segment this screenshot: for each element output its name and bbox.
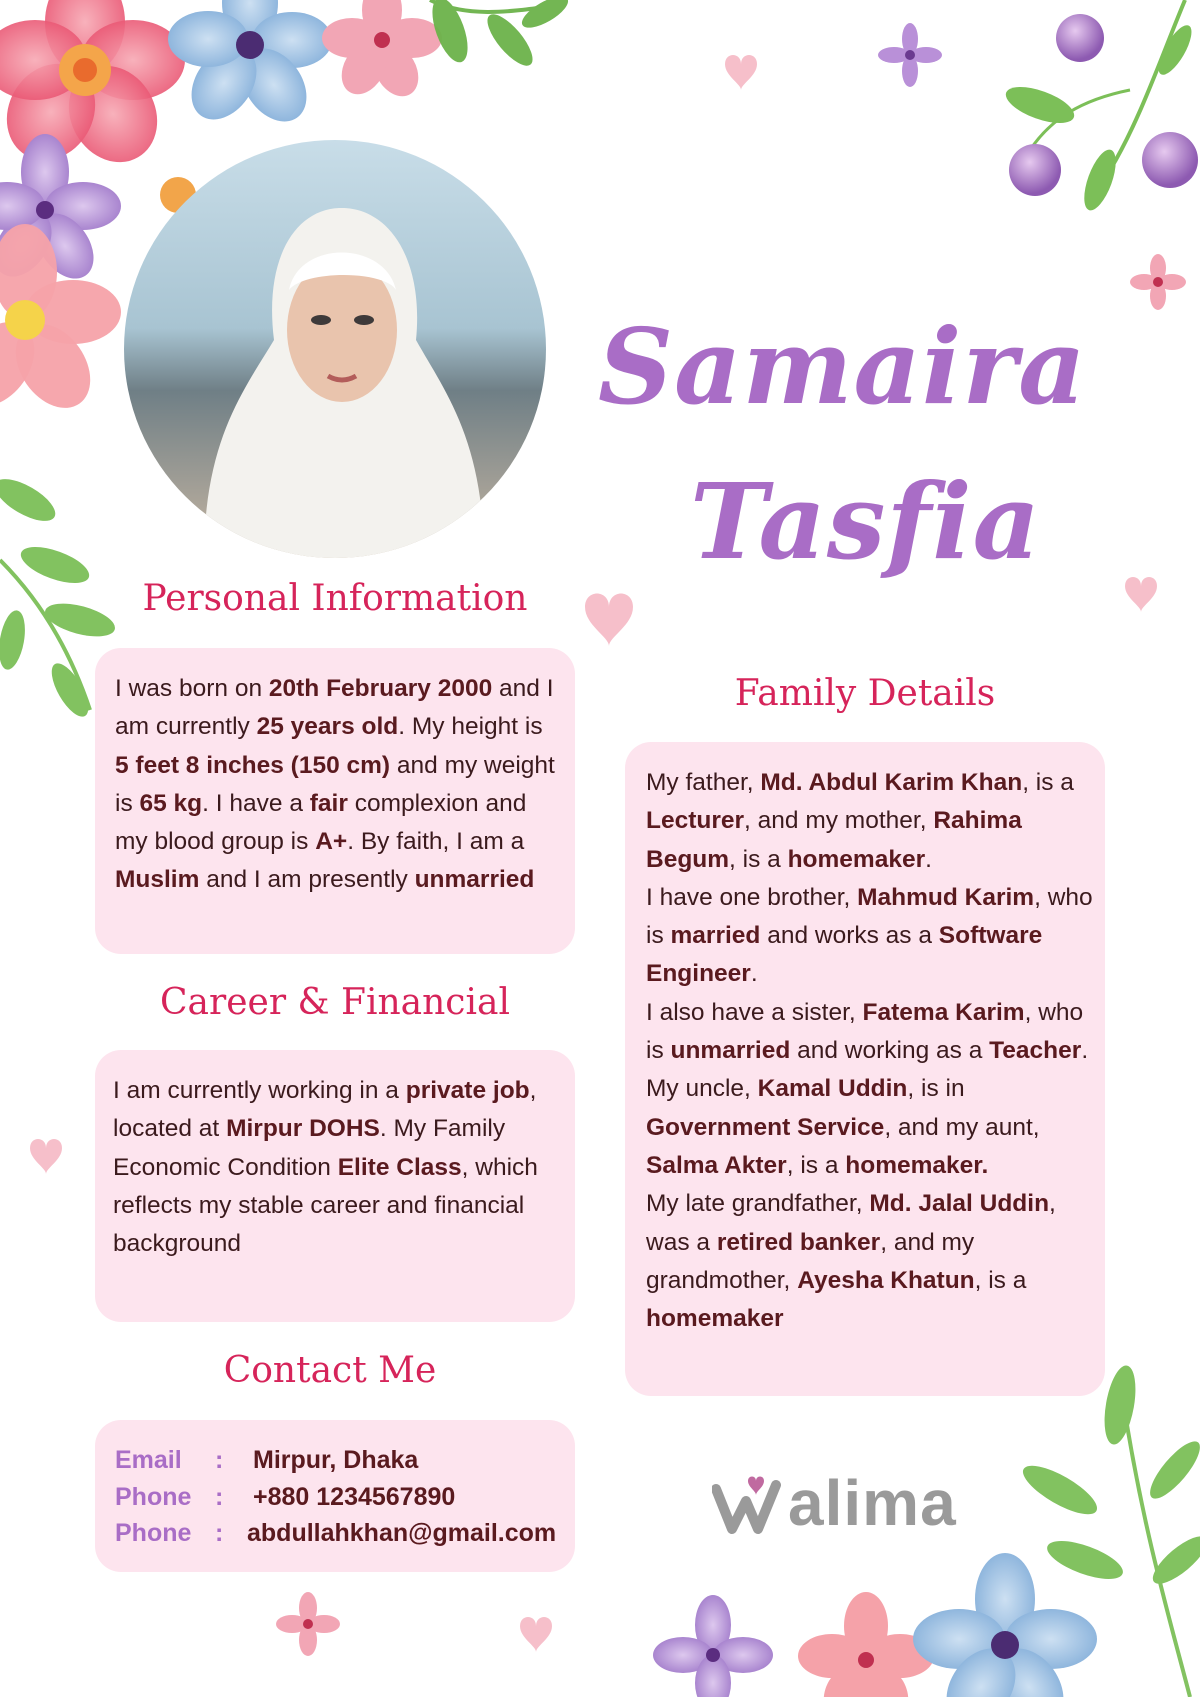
body-text: I have one brother, — [646, 883, 858, 911]
highlight-text: 5 feet 8 inches (150 cm) — [115, 751, 391, 779]
body-text: My uncle, — [646, 1075, 758, 1103]
highlight-text: Fatema Karim — [862, 998, 1025, 1026]
career-text — [113, 1072, 555, 1263]
body-text: , located at — [113, 1077, 537, 1143]
berry-branch-icon — [1001, 0, 1198, 214]
flower-icon — [798, 1592, 934, 1697]
highlight-text: homemaker — [646, 1305, 784, 1333]
highlight-text: Lecturer — [646, 807, 745, 835]
highlight-text: Rahima Begum — [646, 807, 1022, 873]
contact-colon: : — [215, 1482, 224, 1511]
highlight-text: Salma Akter — [646, 1151, 787, 1179]
body-text: , is a — [729, 845, 788, 873]
highlight-text: A+ — [315, 828, 348, 856]
body-text: . By faith, I am a — [347, 828, 525, 856]
body-text: , who is — [646, 998, 1084, 1065]
body-text: and my weight is — [115, 751, 555, 817]
body-text: . My Family Economic Condition — [113, 1115, 506, 1181]
career-heading: Career & Financial — [160, 982, 510, 1023]
highlight-text: Ayesha Khatun — [797, 1266, 975, 1294]
body-text: I also have a sister, — [646, 998, 863, 1026]
highlight-text: Muslim — [115, 866, 200, 894]
body-text: . — [1081, 1037, 1089, 1065]
contact-value: abdullahkhan@gmail.com — [247, 1519, 557, 1547]
body-text: , and my grandmother, — [646, 1228, 975, 1294]
highlight-text: Kamal Uddin — [757, 1075, 908, 1103]
body-text: , is a — [974, 1266, 1027, 1294]
contact-colon: : — [215, 1519, 224, 1547]
body-text: . I have a — [202, 789, 310, 817]
flower-icon — [168, 0, 332, 134]
body-text: and I am currently — [115, 675, 554, 741]
flower-icon — [913, 1553, 1097, 1697]
profile-photo-image — [124, 140, 546, 558]
highlight-text: 20th February 2000 — [268, 675, 493, 702]
contact-row-phone — [115, 1479, 575, 1516]
body-text: . — [750, 960, 758, 988]
contact-value: Mirpur, Dhaka — [253, 1446, 419, 1474]
family-details-text — [646, 764, 1093, 1338]
body-text: I was born on — [115, 675, 269, 702]
last-name: Tasfia — [690, 460, 1042, 583]
highlight-text: Software Engineer — [646, 922, 1043, 988]
body-text: , and my aunt, — [884, 1113, 1040, 1141]
body-text: , is in — [907, 1075, 965, 1103]
contact-heading: Contact Me — [223, 1350, 437, 1391]
body-text: , is a — [786, 1151, 846, 1179]
family-details-heading: Family Details — [734, 673, 996, 714]
walima-logo — [712, 1468, 957, 1538]
body-text: and I am presently — [199, 866, 415, 894]
body-text: My father, — [646, 769, 761, 796]
flower-icon — [878, 23, 942, 87]
highlight-text: married — [670, 922, 761, 950]
body-text: My late grandfather, — [646, 1190, 870, 1218]
body-text: and works as a — [760, 922, 939, 950]
highlight-text: retired banker — [716, 1228, 881, 1256]
body-text: , and my mother, — [744, 807, 934, 835]
body-text: . My height is — [398, 713, 543, 741]
body-text: , was a — [646, 1190, 1056, 1256]
profile-photo — [124, 140, 546, 558]
body-text: I am currently working in a — [113, 1077, 406, 1104]
flower-icon — [276, 1592, 340, 1656]
contact-row-email — [115, 1442, 575, 1479]
highlight-text: Md. Jalal Uddin — [869, 1190, 1050, 1218]
highlight-text: Mahmud Karim — [857, 883, 1035, 911]
highlight-text: homemaker — [787, 845, 926, 873]
personal-info-text — [115, 670, 555, 900]
highlight-text: 25 years old — [256, 713, 399, 741]
highlight-text: Government Service — [646, 1113, 885, 1141]
contact-row-phone-2 — [115, 1515, 575, 1552]
highlight-text: Md. Abdul Karim Khan — [760, 769, 1023, 796]
contact-label: Phone — [115, 1519, 192, 1547]
contact-value: +880 1234567890 — [253, 1482, 456, 1511]
career-card — [95, 1050, 575, 1322]
body-text: , is a — [1022, 769, 1074, 796]
flower-icon — [1130, 254, 1186, 310]
highlight-text: Teacher — [989, 1037, 1082, 1065]
flower-icon — [322, 0, 442, 104]
highlight-text: fair — [309, 789, 348, 817]
highlight-text: homemaker. — [845, 1151, 989, 1179]
body-text: . — [925, 845, 932, 873]
leaf-branch-icon — [425, 0, 572, 72]
walima-w-heart-icon — [712, 1471, 788, 1535]
contact-label: Email — [115, 1446, 182, 1474]
highlight-text: Elite Class — [337, 1153, 462, 1181]
flower-icon — [653, 1595, 773, 1697]
body-text: , which reflects my stable career and financial background — [113, 1153, 538, 1258]
highlight-text: private job — [405, 1077, 530, 1104]
body-text: complexion and my blood group is — [115, 789, 527, 856]
body-text: , who is — [646, 883, 1093, 950]
highlight-text: unmarried — [670, 1037, 791, 1065]
family-details-card — [625, 742, 1105, 1396]
contact-card — [95, 1420, 575, 1572]
highlight-text: Mirpur DOHS — [226, 1115, 380, 1143]
body-text: and working as a — [790, 1037, 990, 1065]
logo-text: alima — [788, 1467, 957, 1539]
highlight-text: unmarried — [414, 866, 535, 894]
personal-info-card — [95, 648, 575, 954]
contact-colon: : — [215, 1446, 224, 1474]
personal-info-heading: Personal Information — [142, 578, 528, 619]
highlight-text: 65 kg — [139, 789, 203, 817]
first-name: Samaira — [598, 305, 1087, 428]
contact-label: Phone — [115, 1482, 192, 1511]
